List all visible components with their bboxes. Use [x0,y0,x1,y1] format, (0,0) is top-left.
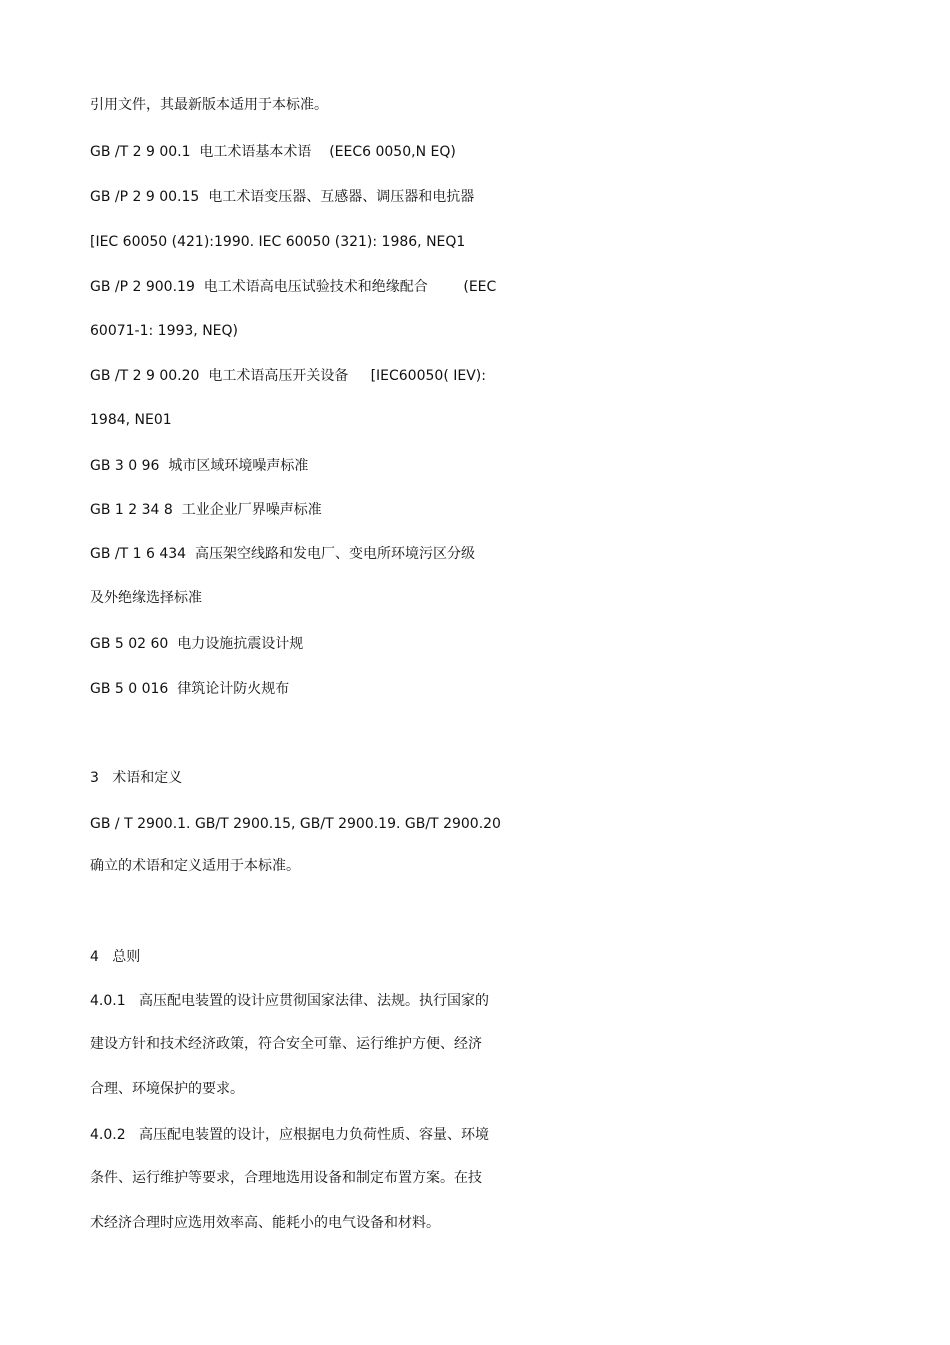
text-line: 4.0.1 高压配电装置的设计应贯彻国家法律、法规。执行国家的 [90,993,489,1009]
text-line: GB /T 2 9 00.20 电工术语高压开关设备 [IEC60050( IEV): [90,368,486,384]
text-line: GB 5 02 60 电力设施抗震设计规 [90,636,304,652]
text-line: 合理、环境保护的要求。 [90,1081,244,1097]
text-line: [IEC 60050 (421):1990. IEC 60050 (321): 1986, NEQ1 [90,234,466,250]
section-heading: 4 总则 [90,949,141,965]
text-line: 建设方针和技术经济政策，符合安全可靠、运行维护方便、经济 [90,1036,482,1052]
text-line: GB /P 2 9 00.15 电工术语变压器、互感器、调压器和电抗器 [90,189,475,205]
text-line: 术经济合理时应选用效率高、能耗小的电气设备和材料。 [90,1215,440,1231]
text-line: 确立的术语和定义适用于本标准。 [90,858,300,874]
text-line: 60071-1: 1993, NEQ) [90,323,238,339]
section-heading: 3 术语和定义 [90,770,183,786]
text-line: GB /T 1 6 434 高压架空线路和发电厂、变电所环境污区分级 [90,546,475,562]
text-line: GB 3 0 96 城市区域环境噪声标准 [90,458,309,474]
text-line: 条件、运行维护等要求，合理地选用设备和制定布置方案。在技 [90,1170,482,1186]
text-line: 1984, NE01 [90,412,172,428]
text-line: GB /P 2 900.19 电工术语高电压试验技术和绝缘配合 (EEC [90,279,497,295]
text-line: GB /T 2 9 00.1 电工术语基本术语 (EEC6 0050,N EQ) [90,144,456,160]
text-line: GB / T 2900.1. GB/T 2900.15, GB/T 2900.19. GB/T 2900.20 [90,816,501,832]
text-line: 及外绝缘选择标准 [90,590,202,606]
text-line: GB 5 0 016 律筑论计防火规布 [90,681,290,697]
text-line: GB 1 2 34 8 工业企业厂界噪声标准 [90,502,322,518]
text-line: 4.0.2 高压配电装置的设计，应根据电力负荷性质、容量、环境 [90,1127,489,1143]
text-line: 引用文件，其最新版本适用于本标准。 [90,97,328,113]
